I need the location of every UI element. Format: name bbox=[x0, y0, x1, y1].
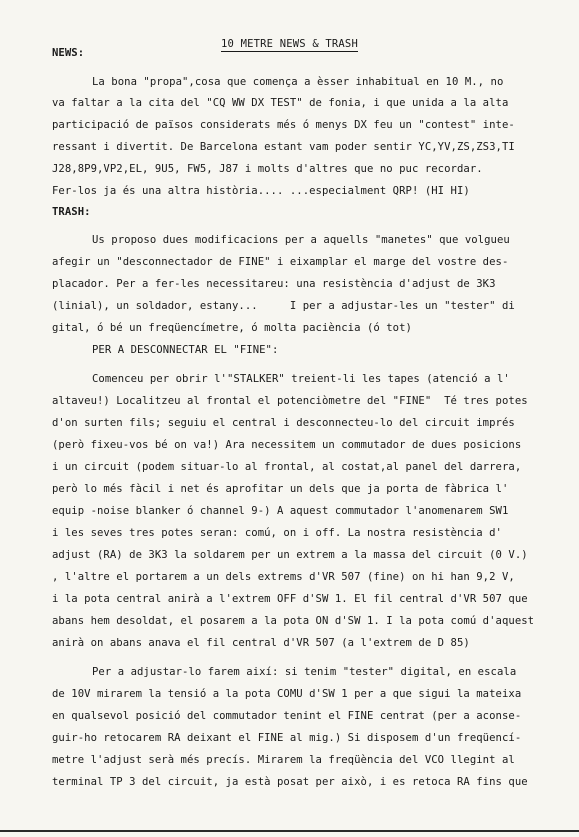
text-line: equip -noise blanker ó channel 9-) A aquest commutador l'anomenarem SW1 bbox=[52, 505, 509, 517]
text-line: de 10V mirarem la tensió a la pota COMU d'SW 1 per a que sigui la mateixa bbox=[52, 688, 522, 700]
text-line: La bona "propa",cosa que comença a èsser inhabitual en 10 M., no bbox=[92, 76, 504, 88]
text-line: (linial), un soldador, estany... I per a adjustar-les un "tester" di bbox=[52, 300, 515, 312]
text-line: abans hem desoldat, el posarem a la pota ON d'SW 1. I la pota comú d'aquest bbox=[52, 615, 535, 627]
text-line: en qualsevol posició del commutador tenint el FINE centrat (per a aconse- bbox=[52, 710, 522, 722]
text-line: NEWS: bbox=[52, 47, 85, 59]
page-title bbox=[0, 38, 579, 50]
text-line: participació de països considerats més ó menys DX feu un "contest" inte- bbox=[52, 119, 515, 131]
text-line: ressant i divertit. De Barcelona estant vam poder sentir YC,YV,ZS,ZS3,TI bbox=[52, 141, 515, 153]
text-line: Comenceu per obrir l'"STALKER" treient-li les tapes (atenció a l' bbox=[92, 373, 510, 385]
text-line: va faltar a la cita del "CQ WW DX TEST" de fonia, i que unida a la alta bbox=[52, 97, 509, 109]
text-line: Us proposo dues modificacions per a aquells "manetes" que volgueu bbox=[92, 234, 510, 246]
text-line: PER A DESCONNECTAR EL "FINE": bbox=[92, 344, 279, 356]
page-title-text: 10 METRE NEWS & TRASH bbox=[221, 38, 358, 50]
text-line: anirà on abans anava el fil central d'VR 507 (a l'extrem de D 85) bbox=[52, 637, 470, 649]
text-line: gital, ó bé un freqüencímetre, ó molta paciència (ó tot) bbox=[52, 322, 412, 334]
text-line: i les seves tres potes seran: comú, on i off. La nostra resistència d' bbox=[52, 527, 502, 539]
text-line: J28,8P9,VP2,EL, 9U5, FW5, J87 i molts d'altres que no puc recordar. bbox=[52, 163, 483, 175]
text-line: placador. Per a fer-les necessitareu: una resistència d'adjust de 3K3 bbox=[52, 278, 496, 290]
text-line: terminal TP 3 del circuit, ja està posat per això, i es retoca RA fins que bbox=[52, 776, 528, 788]
text-line: (però fixeu-vos bé on va!) Ara necessitem un commutador de dues posicions bbox=[52, 439, 522, 451]
bottom-edge-rule bbox=[0, 830, 579, 832]
text-line: i un circuit (podem situar-lo al frontal, al costat,al panel del darrera, bbox=[52, 461, 522, 473]
text-line: metre l'adjust serà més precís. Mirarem la freqüència del VCO llegint al bbox=[52, 754, 515, 766]
text-line: guir-ho retocarem RA deixant el FINE al mig.) Si disposem d'un freqüencí- bbox=[52, 732, 522, 744]
text-line: , l'altre el portarem a un dels extrems d'VR 507 (fine) on hi han 9,2 V, bbox=[52, 571, 515, 583]
text-line: d'on surten fils; seguiu el central i desconnecteu-lo del circuit imprés bbox=[52, 417, 515, 429]
text-line: altaveu!) Localitzeu al frontal el potenciòmetre del "FINE" Té tres potes bbox=[52, 395, 528, 407]
text-line: Fer-los ja és una altra història.... ...especialment QRP! (HI HI) bbox=[52, 185, 470, 197]
text-line: adjust (RA) de 3K3 la soldarem per un extrem a la massa del circuit (0 V.) bbox=[52, 549, 528, 561]
text-line: afegir un "desconnectador de FINE" i eixamplar el marge del vostre des- bbox=[52, 256, 509, 268]
text-line: Per a adjustar-lo farem així: si tenim "tester" digital, en escala bbox=[92, 666, 517, 678]
text-line: TRASH: bbox=[52, 206, 91, 218]
text-line: i la pota central anirà a l'extrem OFF d'SW 1. El fil central d'VR 507 que bbox=[52, 593, 528, 605]
text-line: però lo més fàcil i net és aprofitar un dels que ja porta de fàbrica l' bbox=[52, 483, 509, 495]
